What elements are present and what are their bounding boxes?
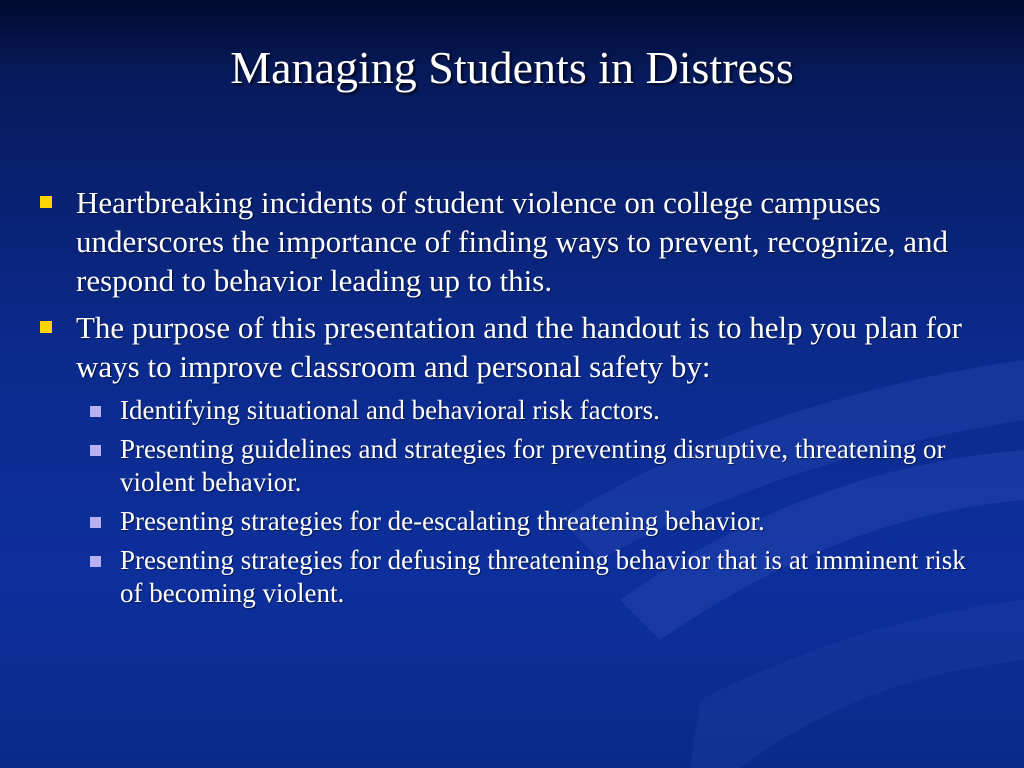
bullet-item	[36, 183, 986, 300]
sub-bullet-item	[80, 433, 986, 499]
bullet-list	[36, 183, 986, 616]
square-bullet-icon	[90, 445, 101, 456]
bullet-item	[36, 308, 986, 386]
square-bullet-icon	[40, 321, 52, 333]
sub-bullet-text: Presenting guidelines and strategies for preventing disruptive, threatening or violent behavior.	[120, 434, 946, 497]
slide-title: Managing Students in Distress	[230, 42, 794, 93]
square-bullet-icon	[90, 406, 101, 417]
bullet-text: The purpose of this presentation and the handout is to help you plan for ways to improve classroom and personal safety by:	[76, 310, 962, 384]
sub-bullet-text: Presenting strategies for de-escalating threatening behavior.	[120, 506, 765, 536]
sub-bullet-item	[80, 544, 986, 610]
bullet-text: Heartbreaking incidents of student violence on college campuses underscores the importance of finding ways to prevent, recognize, and respond to behavior leading up to this.	[76, 185, 948, 298]
square-bullet-icon	[90, 517, 101, 528]
sub-bullet-item	[80, 394, 986, 427]
sub-bullet-text: Presenting strategies for defusing threatening behavior that is at imminent risk of becoming violent.	[120, 545, 966, 608]
square-bullet-icon	[40, 196, 52, 208]
sub-bullet-list	[36, 394, 986, 610]
sub-bullet-item	[80, 505, 986, 538]
sub-bullet-text: Identifying situational and behavioral risk factors.	[120, 395, 660, 425]
square-bullet-icon	[90, 556, 101, 567]
